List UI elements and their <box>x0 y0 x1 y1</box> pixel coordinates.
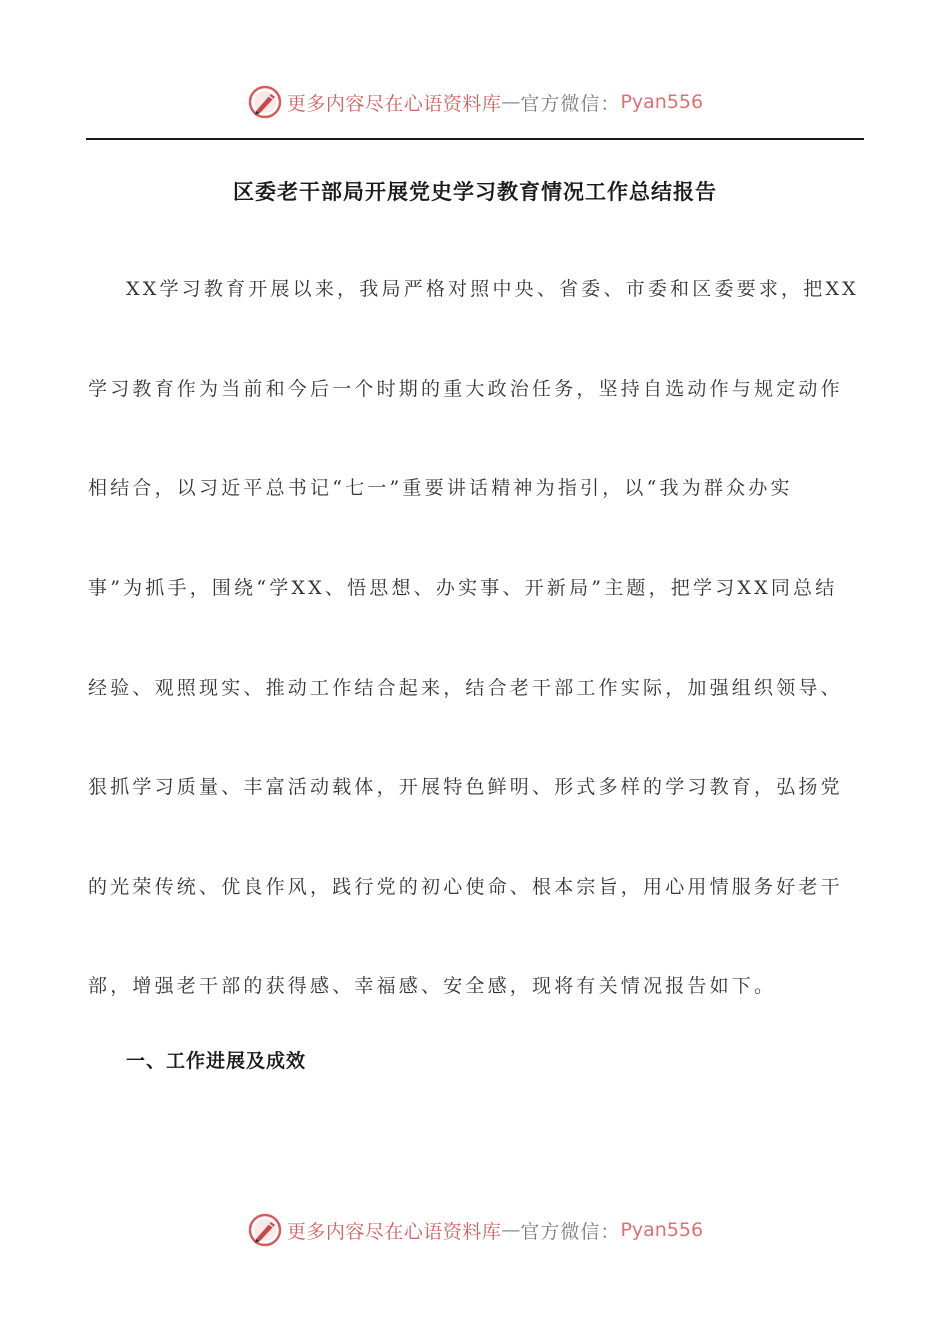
banner-text: 更多内容尽在心语资料库 <box>286 92 502 115</box>
paragraph-line: 相结合，以习近平总书记“七一”重要讲话精神为指引，以“我为群众办实 <box>88 477 793 499</box>
paragraph-line: 狠抓学习质量、丰富活动载体，开展特色鲜明、形式多样的学习教育，弘扬党 <box>88 776 843 798</box>
banner-separator: — <box>501 1219 521 1241</box>
section-heading: 一、工作进展及成效 <box>126 1050 307 1072</box>
paragraph-line: 事”为抓手，围绕“学XX、悟思想、办实事、开新局”主题，把学习XX同总结 <box>88 577 838 599</box>
header-divider <box>86 138 864 140</box>
banner-separator: — <box>501 91 521 113</box>
footer-banner <box>0 1210 950 1250</box>
paragraph-line: 学习教育作为当前和今后一个时期的重大政治任务，坚持自选动作与规定动作 <box>88 378 843 400</box>
document-title: 区委老干部局开展党史学习教育情况工作总结报告 <box>233 180 717 204</box>
banner-text: 更多内容尽在心语资料库 <box>286 1220 502 1243</box>
banner-wechat-label: 官方微信： <box>520 92 621 115</box>
banner-wechat-id: Pyan556 <box>620 1219 704 1241</box>
paragraph-line: 经验、观照现实、推动工作结合起来，结合老干部工作实际，加强组织领导、 <box>88 677 843 699</box>
banner-wechat-id: Pyan556 <box>620 91 704 113</box>
pen-logo-icon <box>247 1212 283 1248</box>
header-banner <box>0 82 950 122</box>
banner-wechat-label: 官方微信： <box>520 1220 621 1243</box>
paragraph-line: 部，增强老干部的获得感、幸福感、安全感，现将有关情况报告如下。 <box>88 975 777 997</box>
paragraph-line: 的光荣传统、优良作风，践行党的初心使命、根本宗旨，用心用情服务好老干 <box>88 876 843 898</box>
paragraph-line: XX学习教育开展以来，我局严格对照中央、省委、市委和区委要求，把XX <box>126 278 859 300</box>
pen-logo-icon <box>247 84 283 120</box>
